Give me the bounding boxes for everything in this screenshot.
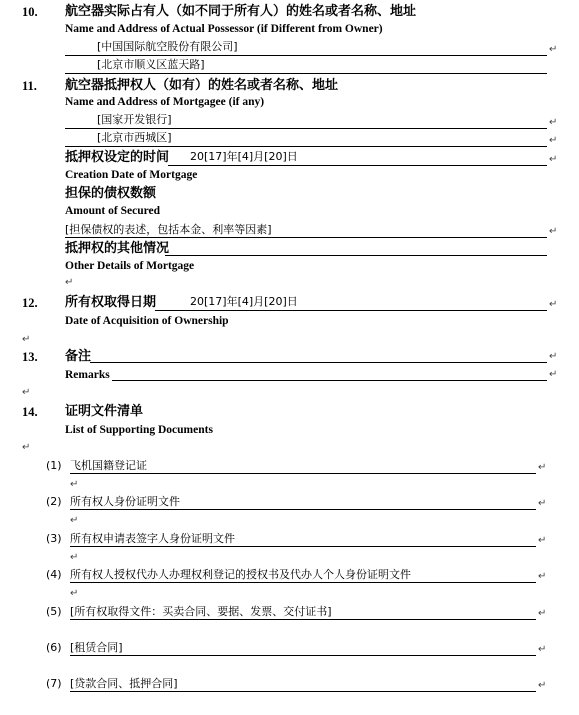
underline: [65, 55, 547, 56]
underline: [70, 509, 536, 510]
paragraph-mark: ↵: [549, 226, 558, 237]
creation-date-value: 20[17]年[4]月[20]日: [190, 150, 298, 163]
underline: [112, 380, 547, 381]
doc-item-number: (6): [46, 641, 62, 654]
doc-item-number: (3): [46, 532, 62, 545]
paragraph-mark: ↵: [65, 277, 74, 288]
underline: [70, 473, 536, 474]
paragraph-mark: ↵: [538, 535, 547, 546]
paragraph-mark: ↵: [538, 608, 547, 619]
doc-item-text: [所有权取得文件：买卖合同、要据、发票、交付证书]: [70, 605, 332, 618]
doc-item-text: 所有权申请表签字人身份证明文件: [70, 532, 235, 545]
paragraph-mark: ↵: [549, 369, 558, 380]
amount-label-en: Amount of Secured: [65, 205, 160, 217]
doc-item-number: (4): [46, 568, 62, 581]
paragraph-mark: ↵: [70, 479, 79, 490]
doc-item-number: (1): [46, 459, 62, 472]
section-12-title-zh: 所有权取得日期: [65, 295, 157, 310]
section-10-number: 10.: [22, 5, 38, 19]
underline: [70, 691, 536, 692]
section-10-possessor-name: [中国国际航空股份有限公司]: [97, 40, 238, 53]
doc-item-number: (2): [46, 495, 62, 508]
other-details-label-en: Other Details of Mortgage: [65, 260, 195, 272]
section-10-title-zh: 航空器实际占有人（如不同于所有人）的姓名或者名称、地址: [65, 4, 417, 19]
doc-item-text: [贷款合同、抵押合同]: [70, 677, 178, 690]
underline: [155, 310, 547, 311]
section-11-title-en: Name and Address of Mortgagee (if any): [65, 96, 265, 108]
underline: [90, 362, 547, 363]
paragraph-mark: ↵: [538, 462, 547, 473]
paragraph-mark: ↵: [538, 644, 547, 655]
amount-value: [担保债权的表述，包括本金、利率等因素]: [65, 223, 272, 236]
underline: [165, 255, 547, 256]
section-12-number: 12.: [22, 296, 38, 310]
doc-item-text: 飞机国籍登记证: [70, 459, 147, 472]
section-10-title-en: Name and Address of Actual Possessor (if Different from Owner): [65, 23, 383, 35]
doc-item-text: 所有权人身份证明文件: [70, 495, 180, 508]
paragraph-mark: ↵: [22, 442, 31, 453]
amount-label-zh: 担保的债权数额: [65, 186, 157, 201]
section-13-title-en: Remarks: [65, 369, 110, 381]
paragraph-mark: ↵: [549, 117, 558, 128]
paragraph-mark: ↵: [549, 44, 558, 55]
section-11-mortgagee-address: [北京市西城区]: [97, 131, 172, 144]
underline: [70, 655, 536, 656]
section-14-title-en: List of Supporting Documents: [65, 424, 213, 436]
paragraph-mark: ↵: [70, 552, 79, 563]
underline: [70, 619, 536, 620]
section-11-mortgagee-name: [国家开发银行]: [97, 113, 172, 126]
doc-item-text: [租赁合同]: [70, 641, 123, 654]
paragraph-mark: ↵: [549, 135, 558, 146]
underline: [168, 165, 547, 166]
section-11-title-zh: 航空器抵押权人（如有）的姓名或者名称、地址: [65, 78, 339, 93]
section-11-number: 11.: [22, 79, 37, 93]
doc-item-number: (5): [46, 605, 62, 618]
paragraph-mark: ↵: [549, 299, 558, 310]
section-10-possessor-address: [北京市顺义区蓝天路]: [97, 58, 205, 71]
underline: [65, 146, 547, 147]
paragraph-mark: ↵: [22, 387, 31, 398]
paragraph-mark: ↵: [549, 154, 558, 165]
doc-item-number: (7): [46, 677, 62, 690]
doc-item-text: 所有权人授权代办人办理权利登记的授权书及代办人个人身份证明文件: [70, 568, 411, 581]
section-13-number: 13.: [22, 350, 38, 364]
section-12-title-en: Date of Acquisition of Ownership: [65, 315, 229, 327]
paragraph-mark: ↵: [538, 571, 547, 582]
paragraph-mark: ↵: [538, 498, 547, 509]
underline: [70, 582, 536, 583]
paragraph-mark: ↵: [70, 588, 79, 599]
underline: [65, 128, 547, 129]
underline: [70, 546, 536, 547]
acquisition-date-value: 20[17]年[4]月[20]日: [190, 295, 298, 308]
underline: [65, 73, 547, 74]
underline: [65, 237, 547, 238]
paragraph-mark: ↵: [70, 515, 79, 526]
paragraph-mark: ↵: [22, 334, 31, 345]
section-14-number: 14.: [22, 405, 38, 419]
creation-date-label-zh: 抵押权设定的时间: [65, 150, 170, 165]
section-14-title-zh: 证明文件清单: [65, 404, 144, 419]
paragraph-mark: ↵: [549, 351, 558, 362]
other-details-label-zh: 抵押权的其他情况: [65, 241, 170, 256]
creation-date-label-en: Creation Date of Mortgage: [65, 169, 198, 181]
section-13-title-zh: 备注: [65, 349, 92, 364]
paragraph-mark: ↵: [538, 680, 547, 691]
